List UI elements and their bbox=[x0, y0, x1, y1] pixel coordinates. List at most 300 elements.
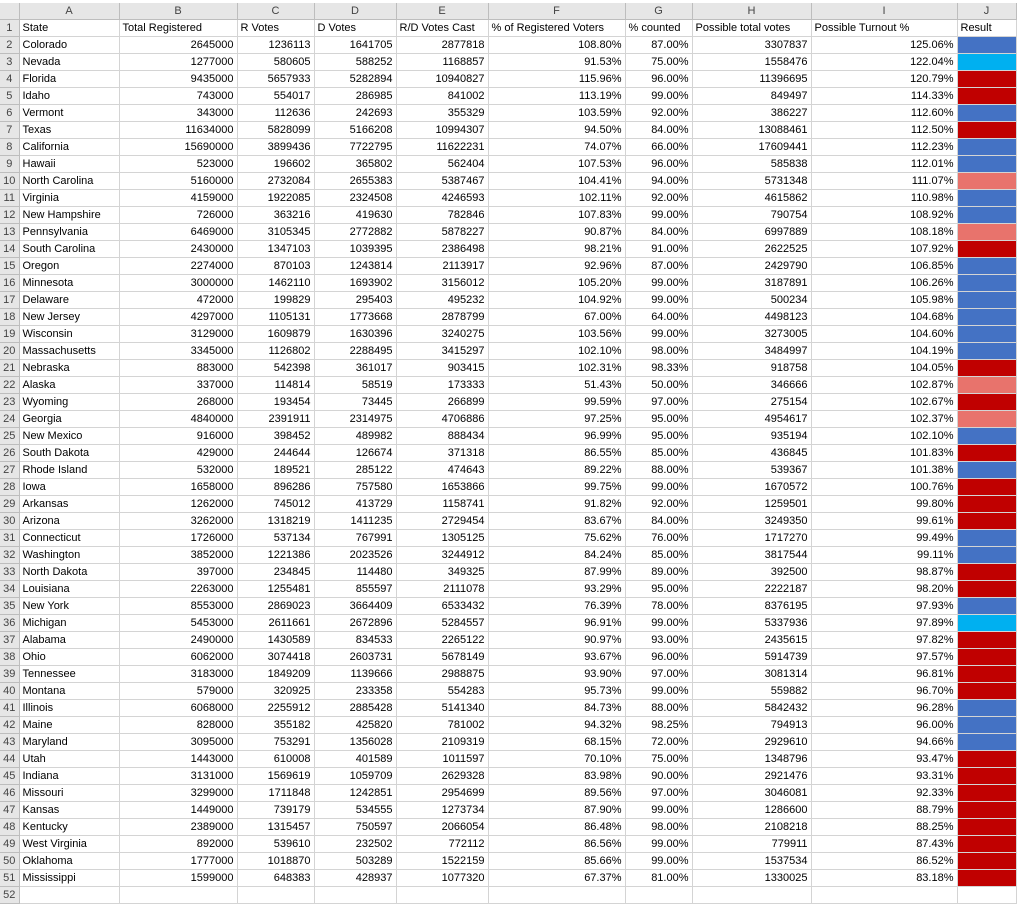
row-number[interactable]: 50 bbox=[0, 853, 19, 870]
result-color-cell[interactable] bbox=[957, 122, 1016, 139]
value-cell[interactable]: 5914739 bbox=[692, 649, 811, 666]
value-cell[interactable]: 2111078 bbox=[396, 581, 488, 598]
result-color-cell[interactable] bbox=[957, 241, 1016, 258]
value-cell[interactable]: 114480 bbox=[314, 564, 396, 581]
value-cell[interactable]: 196602 bbox=[237, 156, 314, 173]
value-cell[interactable]: 96.00% bbox=[625, 156, 692, 173]
value-cell[interactable]: 3046081 bbox=[692, 785, 811, 802]
state-cell[interactable]: Maine bbox=[19, 717, 119, 734]
value-cell[interactable]: 5731348 bbox=[692, 173, 811, 190]
value-cell[interactable]: 1693902 bbox=[314, 275, 396, 292]
value-cell[interactable]: 70.10% bbox=[488, 751, 625, 768]
value-cell[interactable]: 916000 bbox=[119, 428, 237, 445]
value-cell[interactable]: 15690000 bbox=[119, 139, 237, 156]
value-cell[interactable]: 3899436 bbox=[237, 139, 314, 156]
result-color-cell[interactable] bbox=[957, 564, 1016, 581]
value-cell[interactable]: 97.82% bbox=[811, 632, 957, 649]
value-cell[interactable]: 108.18% bbox=[811, 224, 957, 241]
value-cell[interactable]: 96.00% bbox=[811, 717, 957, 734]
value-cell[interactable]: 11396695 bbox=[692, 71, 811, 88]
value-cell[interactable]: 86.56% bbox=[488, 836, 625, 853]
result-color-cell[interactable] bbox=[957, 717, 1016, 734]
value-cell[interactable]: 539610 bbox=[237, 836, 314, 853]
value-cell[interactable]: 888434 bbox=[396, 428, 488, 445]
row-number[interactable]: 44 bbox=[0, 751, 19, 768]
row-number[interactable]: 9 bbox=[0, 156, 19, 173]
value-cell[interactable]: 5160000 bbox=[119, 173, 237, 190]
value-cell[interactable]: 85.00% bbox=[625, 547, 692, 564]
header-cell[interactable]: % counted bbox=[625, 20, 692, 37]
row-number[interactable]: 6 bbox=[0, 105, 19, 122]
value-cell[interactable]: 5842432 bbox=[692, 700, 811, 717]
value-cell[interactable]: 5387467 bbox=[396, 173, 488, 190]
value-cell[interactable]: 3187891 bbox=[692, 275, 811, 292]
value-cell[interactable]: 6068000 bbox=[119, 700, 237, 717]
value-cell[interactable]: 99.00% bbox=[625, 683, 692, 700]
value-cell[interactable]: 562404 bbox=[396, 156, 488, 173]
value-cell[interactable]: 4159000 bbox=[119, 190, 237, 207]
value-cell[interactable]: 193454 bbox=[237, 394, 314, 411]
value-cell[interactable]: 122.04% bbox=[811, 54, 957, 71]
value-cell[interactable]: 559882 bbox=[692, 683, 811, 700]
state-cell[interactable]: Minnesota bbox=[19, 275, 119, 292]
state-cell[interactable]: Montana bbox=[19, 683, 119, 700]
value-cell[interactable]: 1105131 bbox=[237, 309, 314, 326]
value-cell[interactable]: 88.79% bbox=[811, 802, 957, 819]
result-color-cell[interactable] bbox=[957, 479, 1016, 496]
value-cell[interactable]: 3273005 bbox=[692, 326, 811, 343]
result-color-cell[interactable] bbox=[957, 598, 1016, 615]
row-number[interactable]: 15 bbox=[0, 258, 19, 275]
column-header[interactable]: F bbox=[488, 3, 625, 20]
value-cell[interactable]: 99.00% bbox=[625, 292, 692, 309]
value-cell[interactable]: 1221386 bbox=[237, 547, 314, 564]
value-cell[interactable]: 3484997 bbox=[692, 343, 811, 360]
state-cell[interactable]: Arizona bbox=[19, 513, 119, 530]
value-cell[interactable]: 173333 bbox=[396, 377, 488, 394]
empty-cell[interactable] bbox=[19, 887, 119, 904]
value-cell[interactable]: 86.52% bbox=[811, 853, 957, 870]
state-cell[interactable]: Colorado bbox=[19, 37, 119, 54]
value-cell[interactable]: 1630396 bbox=[314, 326, 396, 343]
value-cell[interactable]: 2869023 bbox=[237, 598, 314, 615]
state-cell[interactable]: New Hampshire bbox=[19, 207, 119, 224]
value-cell[interactable]: 4246593 bbox=[396, 190, 488, 207]
value-cell[interactable]: 1259501 bbox=[692, 496, 811, 513]
row-number[interactable]: 28 bbox=[0, 479, 19, 496]
value-cell[interactable]: 2988875 bbox=[396, 666, 488, 683]
empty-cell[interactable] bbox=[237, 887, 314, 904]
value-cell[interactable]: 371318 bbox=[396, 445, 488, 462]
state-cell[interactable]: Texas bbox=[19, 122, 119, 139]
value-cell[interactable]: 532000 bbox=[119, 462, 237, 479]
empty-cell[interactable] bbox=[811, 887, 957, 904]
value-cell[interactable]: 6062000 bbox=[119, 649, 237, 666]
value-cell[interactable]: 363216 bbox=[237, 207, 314, 224]
value-cell[interactable]: 94.66% bbox=[811, 734, 957, 751]
value-cell[interactable]: 767991 bbox=[314, 530, 396, 547]
value-cell[interactable]: 2732084 bbox=[237, 173, 314, 190]
value-cell[interactable]: 436845 bbox=[692, 445, 811, 462]
value-cell[interactable]: 401589 bbox=[314, 751, 396, 768]
row-number[interactable]: 20 bbox=[0, 343, 19, 360]
value-cell[interactable]: 2929610 bbox=[692, 734, 811, 751]
value-cell[interactable]: 3817544 bbox=[692, 547, 811, 564]
value-cell[interactable]: 87.00% bbox=[625, 258, 692, 275]
value-cell[interactable]: 6533432 bbox=[396, 598, 488, 615]
value-cell[interactable]: 1277000 bbox=[119, 54, 237, 71]
value-cell[interactable]: 2265122 bbox=[396, 632, 488, 649]
value-cell[interactable]: 1411235 bbox=[314, 513, 396, 530]
value-cell[interactable]: 5828099 bbox=[237, 122, 314, 139]
value-cell[interactable]: 84.00% bbox=[625, 224, 692, 241]
value-cell[interactable]: 472000 bbox=[119, 292, 237, 309]
state-cell[interactable]: California bbox=[19, 139, 119, 156]
value-cell[interactable]: 102.11% bbox=[488, 190, 625, 207]
value-cell[interactable]: 1430589 bbox=[237, 632, 314, 649]
value-cell[interactable]: 2113917 bbox=[396, 258, 488, 275]
row-number[interactable]: 48 bbox=[0, 819, 19, 836]
empty-cell[interactable] bbox=[488, 887, 625, 904]
value-cell[interactable]: 85.66% bbox=[488, 853, 625, 870]
value-cell[interactable]: 1243814 bbox=[314, 258, 396, 275]
state-cell[interactable]: Washington bbox=[19, 547, 119, 564]
result-color-cell[interactable] bbox=[957, 139, 1016, 156]
value-cell[interactable]: 89.22% bbox=[488, 462, 625, 479]
value-cell[interactable]: 99.61% bbox=[811, 513, 957, 530]
value-cell[interactable]: 58519 bbox=[314, 377, 396, 394]
value-cell[interactable]: 98.00% bbox=[625, 343, 692, 360]
value-cell[interactable]: 489982 bbox=[314, 428, 396, 445]
value-cell[interactable]: 102.31% bbox=[488, 360, 625, 377]
result-color-cell[interactable] bbox=[957, 173, 1016, 190]
header-cell[interactable]: % of Registered Voters bbox=[488, 20, 625, 37]
header-cell[interactable]: Result bbox=[957, 20, 1016, 37]
value-cell[interactable]: 285122 bbox=[314, 462, 396, 479]
value-cell[interactable]: 96.70% bbox=[811, 683, 957, 700]
result-color-cell[interactable] bbox=[957, 224, 1016, 241]
column-header[interactable]: J bbox=[957, 3, 1016, 20]
row-number[interactable]: 7 bbox=[0, 122, 19, 139]
value-cell[interactable]: 84.00% bbox=[625, 513, 692, 530]
value-cell[interactable]: 5878227 bbox=[396, 224, 488, 241]
value-cell[interactable]: 398452 bbox=[237, 428, 314, 445]
value-cell[interactable]: 3081314 bbox=[692, 666, 811, 683]
value-cell[interactable]: 103.56% bbox=[488, 326, 625, 343]
value-cell[interactable]: 3129000 bbox=[119, 326, 237, 343]
value-cell[interactable]: 610008 bbox=[237, 751, 314, 768]
value-cell[interactable]: 349325 bbox=[396, 564, 488, 581]
value-cell[interactable]: 99.49% bbox=[811, 530, 957, 547]
value-cell[interactable]: 100.76% bbox=[811, 479, 957, 496]
result-color-cell[interactable] bbox=[957, 54, 1016, 71]
state-cell[interactable]: Michigan bbox=[19, 615, 119, 632]
value-cell[interactable]: 1849209 bbox=[237, 666, 314, 683]
row-number[interactable]: 39 bbox=[0, 666, 19, 683]
value-cell[interactable]: 83.98% bbox=[488, 768, 625, 785]
column-header[interactable]: G bbox=[625, 3, 692, 20]
value-cell[interactable]: 97.25% bbox=[488, 411, 625, 428]
value-cell[interactable]: 2263000 bbox=[119, 581, 237, 598]
value-cell[interactable]: 3299000 bbox=[119, 785, 237, 802]
value-cell[interactable]: 500234 bbox=[692, 292, 811, 309]
row-number[interactable]: 23 bbox=[0, 394, 19, 411]
value-cell[interactable]: 855597 bbox=[314, 581, 396, 598]
state-cell[interactable]: Pennsylvania bbox=[19, 224, 119, 241]
value-cell[interactable]: 87.00% bbox=[625, 37, 692, 54]
value-cell[interactable]: 361017 bbox=[314, 360, 396, 377]
result-color-cell[interactable] bbox=[957, 258, 1016, 275]
value-cell[interactable]: 2274000 bbox=[119, 258, 237, 275]
value-cell[interactable]: 99.00% bbox=[625, 615, 692, 632]
value-cell[interactable]: 2490000 bbox=[119, 632, 237, 649]
column-header[interactable]: C bbox=[237, 3, 314, 20]
row-number[interactable]: 37 bbox=[0, 632, 19, 649]
value-cell[interactable]: 503289 bbox=[314, 853, 396, 870]
row-number[interactable]: 13 bbox=[0, 224, 19, 241]
value-cell[interactable]: 1670572 bbox=[692, 479, 811, 496]
value-cell[interactable]: 99.00% bbox=[625, 207, 692, 224]
value-cell[interactable]: 97.00% bbox=[625, 394, 692, 411]
value-cell[interactable]: 99.00% bbox=[625, 853, 692, 870]
row-number[interactable]: 33 bbox=[0, 564, 19, 581]
value-cell[interactable]: 86.55% bbox=[488, 445, 625, 462]
value-cell[interactable]: 98.00% bbox=[625, 819, 692, 836]
state-cell[interactable]: Missouri bbox=[19, 785, 119, 802]
value-cell[interactable]: 242693 bbox=[314, 105, 396, 122]
value-cell[interactable]: 90.87% bbox=[488, 224, 625, 241]
value-cell[interactable]: 102.67% bbox=[811, 394, 957, 411]
value-cell[interactable]: 849497 bbox=[692, 88, 811, 105]
result-color-cell[interactable] bbox=[957, 547, 1016, 564]
value-cell[interactable]: 95.73% bbox=[488, 683, 625, 700]
row-number[interactable]: 2 bbox=[0, 37, 19, 54]
value-cell[interactable]: 112.23% bbox=[811, 139, 957, 156]
value-cell[interactable]: 3095000 bbox=[119, 734, 237, 751]
value-cell[interactable]: 772112 bbox=[396, 836, 488, 853]
row-number[interactable]: 40 bbox=[0, 683, 19, 700]
value-cell[interactable]: 244644 bbox=[237, 445, 314, 462]
value-cell[interactable]: 92.00% bbox=[625, 190, 692, 207]
value-cell[interactable]: 11622231 bbox=[396, 139, 488, 156]
value-cell[interactable]: 7722795 bbox=[314, 139, 396, 156]
value-cell[interactable]: 99.75% bbox=[488, 479, 625, 496]
value-cell[interactable]: 87.43% bbox=[811, 836, 957, 853]
value-cell[interactable]: 1726000 bbox=[119, 530, 237, 547]
row-number[interactable]: 49 bbox=[0, 836, 19, 853]
value-cell[interactable]: 5657933 bbox=[237, 71, 314, 88]
value-cell[interactable]: 2389000 bbox=[119, 819, 237, 836]
value-cell[interactable]: 3249350 bbox=[692, 513, 811, 530]
value-cell[interactable]: 93.47% bbox=[811, 751, 957, 768]
value-cell[interactable]: 98.20% bbox=[811, 581, 957, 598]
value-cell[interactable]: 1922085 bbox=[237, 190, 314, 207]
value-cell[interactable]: 419630 bbox=[314, 207, 396, 224]
value-cell[interactable]: 1558476 bbox=[692, 54, 811, 71]
value-cell[interactable]: 102.87% bbox=[811, 377, 957, 394]
value-cell[interactable]: 107.53% bbox=[488, 156, 625, 173]
value-cell[interactable]: 3307837 bbox=[692, 37, 811, 54]
value-cell[interactable]: 2429790 bbox=[692, 258, 811, 275]
value-cell[interactable]: 2324508 bbox=[314, 190, 396, 207]
value-cell[interactable]: 1168857 bbox=[396, 54, 488, 71]
value-cell[interactable]: 794913 bbox=[692, 717, 811, 734]
value-cell[interactable]: 3240275 bbox=[396, 326, 488, 343]
value-cell[interactable]: 1443000 bbox=[119, 751, 237, 768]
value-cell[interactable]: 286985 bbox=[314, 88, 396, 105]
result-color-cell[interactable] bbox=[957, 683, 1016, 700]
state-cell[interactable]: Illinois bbox=[19, 700, 119, 717]
state-cell[interactable]: Virginia bbox=[19, 190, 119, 207]
row-number[interactable]: 25 bbox=[0, 428, 19, 445]
row-number[interactable]: 43 bbox=[0, 734, 19, 751]
value-cell[interactable]: 1315457 bbox=[237, 819, 314, 836]
value-cell[interactable]: 93.00% bbox=[625, 632, 692, 649]
row-number[interactable]: 42 bbox=[0, 717, 19, 734]
row-number[interactable]: 38 bbox=[0, 649, 19, 666]
value-cell[interactable]: 88.00% bbox=[625, 700, 692, 717]
value-cell[interactable]: 4706886 bbox=[396, 411, 488, 428]
row-number[interactable]: 18 bbox=[0, 309, 19, 326]
value-cell[interactable]: 189521 bbox=[237, 462, 314, 479]
row-number[interactable]: 1 bbox=[0, 20, 19, 37]
row-number[interactable]: 41 bbox=[0, 700, 19, 717]
value-cell[interactable]: 4954617 bbox=[692, 411, 811, 428]
value-cell[interactable]: 1599000 bbox=[119, 870, 237, 887]
result-color-cell[interactable] bbox=[957, 394, 1016, 411]
value-cell[interactable]: 115.96% bbox=[488, 71, 625, 88]
value-cell[interactable]: 542398 bbox=[237, 360, 314, 377]
value-cell[interactable]: 739179 bbox=[237, 802, 314, 819]
value-cell[interactable]: 91.00% bbox=[625, 241, 692, 258]
value-cell[interactable]: 95.00% bbox=[625, 411, 692, 428]
value-cell[interactable]: 104.05% bbox=[811, 360, 957, 377]
value-cell[interactable]: 1039395 bbox=[314, 241, 396, 258]
value-cell[interactable]: 1462110 bbox=[237, 275, 314, 292]
value-cell[interactable]: 2921476 bbox=[692, 768, 811, 785]
state-cell[interactable]: Alaska bbox=[19, 377, 119, 394]
value-cell[interactable]: 84.73% bbox=[488, 700, 625, 717]
result-color-cell[interactable] bbox=[957, 513, 1016, 530]
result-color-cell[interactable] bbox=[957, 445, 1016, 462]
value-cell[interactable]: 97.00% bbox=[625, 666, 692, 683]
value-cell[interactable]: 233358 bbox=[314, 683, 396, 700]
value-cell[interactable]: 102.10% bbox=[488, 343, 625, 360]
state-cell[interactable]: Massachusetts bbox=[19, 343, 119, 360]
value-cell[interactable]: 96.00% bbox=[625, 649, 692, 666]
result-color-cell[interactable] bbox=[957, 326, 1016, 343]
column-header[interactable]: E bbox=[396, 3, 488, 20]
state-cell[interactable]: North Dakota bbox=[19, 564, 119, 581]
state-cell[interactable]: Kentucky bbox=[19, 819, 119, 836]
header-cell[interactable]: R/D Votes Cast bbox=[396, 20, 488, 37]
state-cell[interactable]: Connecticut bbox=[19, 530, 119, 547]
value-cell[interactable]: 4498123 bbox=[692, 309, 811, 326]
value-cell[interactable]: 1609879 bbox=[237, 326, 314, 343]
value-cell[interactable]: 99.59% bbox=[488, 394, 625, 411]
value-cell[interactable]: 99.11% bbox=[811, 547, 957, 564]
value-cell[interactable]: 1273734 bbox=[396, 802, 488, 819]
value-cell[interactable]: 3345000 bbox=[119, 343, 237, 360]
value-cell[interactable]: 5678149 bbox=[396, 649, 488, 666]
value-cell[interactable]: 96.00% bbox=[625, 71, 692, 88]
row-number[interactable]: 12 bbox=[0, 207, 19, 224]
column-header[interactable]: I bbox=[811, 3, 957, 20]
value-cell[interactable]: 99.00% bbox=[625, 88, 692, 105]
value-cell[interactable]: 1255481 bbox=[237, 581, 314, 598]
value-cell[interactable]: 3156012 bbox=[396, 275, 488, 292]
value-cell[interactable]: 99.80% bbox=[811, 496, 957, 513]
value-cell[interactable]: 386227 bbox=[692, 105, 811, 122]
state-cell[interactable]: Delaware bbox=[19, 292, 119, 309]
value-cell[interactable]: 112.01% bbox=[811, 156, 957, 173]
state-cell[interactable]: Utah bbox=[19, 751, 119, 768]
value-cell[interactable]: 2629328 bbox=[396, 768, 488, 785]
value-cell[interactable]: 1356028 bbox=[314, 734, 396, 751]
value-cell[interactable]: 67.37% bbox=[488, 870, 625, 887]
value-cell[interactable]: 97.89% bbox=[811, 615, 957, 632]
value-cell[interactable]: 5166208 bbox=[314, 122, 396, 139]
state-cell[interactable]: Louisiana bbox=[19, 581, 119, 598]
value-cell[interactable]: 1139666 bbox=[314, 666, 396, 683]
value-cell[interactable]: 428937 bbox=[314, 870, 396, 887]
state-cell[interactable]: Ohio bbox=[19, 649, 119, 666]
result-color-cell[interactable] bbox=[957, 207, 1016, 224]
value-cell[interactable]: 743000 bbox=[119, 88, 237, 105]
result-color-cell[interactable] bbox=[957, 836, 1016, 853]
value-cell[interactable]: 87.90% bbox=[488, 802, 625, 819]
value-cell[interactable]: 8553000 bbox=[119, 598, 237, 615]
row-number[interactable]: 4 bbox=[0, 71, 19, 88]
value-cell[interactable]: 98.21% bbox=[488, 241, 625, 258]
value-cell[interactable]: 68.15% bbox=[488, 734, 625, 751]
value-cell[interactable]: 104.68% bbox=[811, 309, 957, 326]
value-cell[interactable]: 537134 bbox=[237, 530, 314, 547]
result-color-cell[interactable] bbox=[957, 632, 1016, 649]
result-color-cell[interactable] bbox=[957, 496, 1016, 513]
value-cell[interactable]: 94.00% bbox=[625, 173, 692, 190]
value-cell[interactable]: 107.83% bbox=[488, 207, 625, 224]
value-cell[interactable]: 1059709 bbox=[314, 768, 396, 785]
row-number[interactable]: 3 bbox=[0, 54, 19, 71]
value-cell[interactable]: 2435615 bbox=[692, 632, 811, 649]
state-cell[interactable]: Arkansas bbox=[19, 496, 119, 513]
value-cell[interactable]: 6469000 bbox=[119, 224, 237, 241]
value-cell[interactable]: 2645000 bbox=[119, 37, 237, 54]
empty-cell[interactable] bbox=[119, 887, 237, 904]
state-cell[interactable]: Tennessee bbox=[19, 666, 119, 683]
result-color-cell[interactable] bbox=[957, 768, 1016, 785]
result-color-cell[interactable] bbox=[957, 411, 1016, 428]
value-cell[interactable]: 95.00% bbox=[625, 581, 692, 598]
result-color-cell[interactable] bbox=[957, 71, 1016, 88]
value-cell[interactable]: 2255912 bbox=[237, 700, 314, 717]
value-cell[interactable]: 73445 bbox=[314, 394, 396, 411]
value-cell[interactable]: 93.67% bbox=[488, 649, 625, 666]
value-cell[interactable]: 903415 bbox=[396, 360, 488, 377]
value-cell[interactable]: 97.93% bbox=[811, 598, 957, 615]
column-header[interactable]: A bbox=[19, 3, 119, 20]
value-cell[interactable]: 1522159 bbox=[396, 853, 488, 870]
result-color-cell[interactable] bbox=[957, 785, 1016, 802]
value-cell[interactable]: 1658000 bbox=[119, 479, 237, 496]
value-cell[interactable]: 918758 bbox=[692, 360, 811, 377]
row-number[interactable]: 27 bbox=[0, 462, 19, 479]
value-cell[interactable]: 4297000 bbox=[119, 309, 237, 326]
value-cell[interactable]: 92.00% bbox=[625, 496, 692, 513]
value-cell[interactable]: 1126802 bbox=[237, 343, 314, 360]
row-number[interactable]: 30 bbox=[0, 513, 19, 530]
